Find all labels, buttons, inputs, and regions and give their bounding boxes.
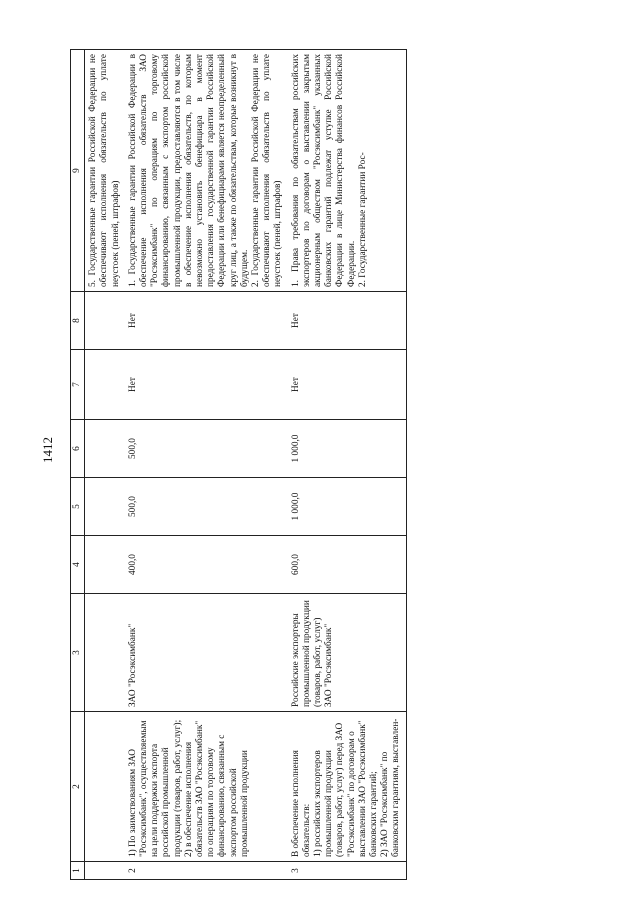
amount-cell: 600,0 [288,536,407,594]
column-number: 4 [71,536,85,594]
conditions-cell: 1. Государственные гарантии Российской Федерации в обеспечение исполнения обязательств ЗАО "Росэксимбанк" по операциям по торговому финансированию, связанным с экспортом российской промышленной продукции, предоставляются в том числе в обеспечение исполнения обязательств, по которым невозможно установить бенефициара в момент предоставления государственной гарантии Российской Федерации или бенефициарами является неопределенный круг лиц, а также по обязательствам, которые возникнут в будущем. 2. Государственные гарантии Российской Федерации не обеспечивают исполнения обязательств по уплате неустоек (пеней, штрафов) [125,50,288,292]
column-number: 1 [71,862,85,880]
column-number-row [71,50,85,880]
principal-cell: ЗАО "Росэксимбанк" [125,594,288,712]
principal-cell: Российские экспортеры промышленной продукции (товаров, работ, услуг) ЗАО "Росэксимбанк" [288,594,407,712]
flag-cell: Нет [288,292,407,350]
column-number: 3 [71,594,85,712]
table-row-continuation [85,50,125,880]
row-number: 2 [125,862,288,880]
column-number: 6 [71,420,85,478]
amount-cell: 400,0 [125,536,288,594]
row-number: 3 [288,862,407,880]
conditions-cell: 5. Государственные гарантии Российской Федерации не обеспечивают исполнения обязательств по уплате неустоек (пеней, штрафов) [85,50,125,292]
column-number: 9 [71,50,85,292]
guarantees-table [70,49,407,880]
amount-cell: 500,0 [125,420,288,478]
rotated-page-content [56,0,640,900]
column-number: 8 [71,292,85,350]
amount-cell: 1 000,0 [288,420,407,478]
purpose-cell: В обеспечение исполнения обязательств: 1) российских экспортеров промышленной продукции (товаров, работ, услуг) перед ЗАО "Росэксимбанк" по договорам о выставлении ЗАО "Росэксимбанк" банковских гарантий; 2) ЗАО "Росэксимбанк" по банковским гарантиям, выставлен- [288,712,407,862]
column-number: 7 [71,350,85,420]
column-number: 5 [71,478,85,536]
purpose-cell: 1) По заимствованиям ЗАО "Росэксимбанк", осуществляемым на цели поддержки экспорта российской промышленной продукции (товаров, работ, услуг); 2) в обеспечение исполнения обязательств ЗАО "Росэксимбанк" по операциям по торговому финансированию, связанным с экспортом российской промышленной продукции [125,712,288,862]
amount-cell: 500,0 [125,478,288,536]
flag-cell: Нет [125,350,288,420]
page-number: 1412 [40,437,55,463]
flag-cell: Нет [125,292,288,350]
amount-cell: 1 000,0 [288,478,407,536]
table-row [125,50,288,880]
conditions-cell: 1. Права требования по обязательствам российских экспортеров по договорам о выставлении закрытым акционерным обществом "Росэксимбанк" указанных банковских гарантий подлежат уступке Российской Федерации в лице Министерства финансов Российской Федерации. 2. Государственные гарантии Рос- [288,50,407,292]
flag-cell: Нет [288,350,407,420]
column-number: 2 [71,712,85,862]
table-row [288,50,407,880]
